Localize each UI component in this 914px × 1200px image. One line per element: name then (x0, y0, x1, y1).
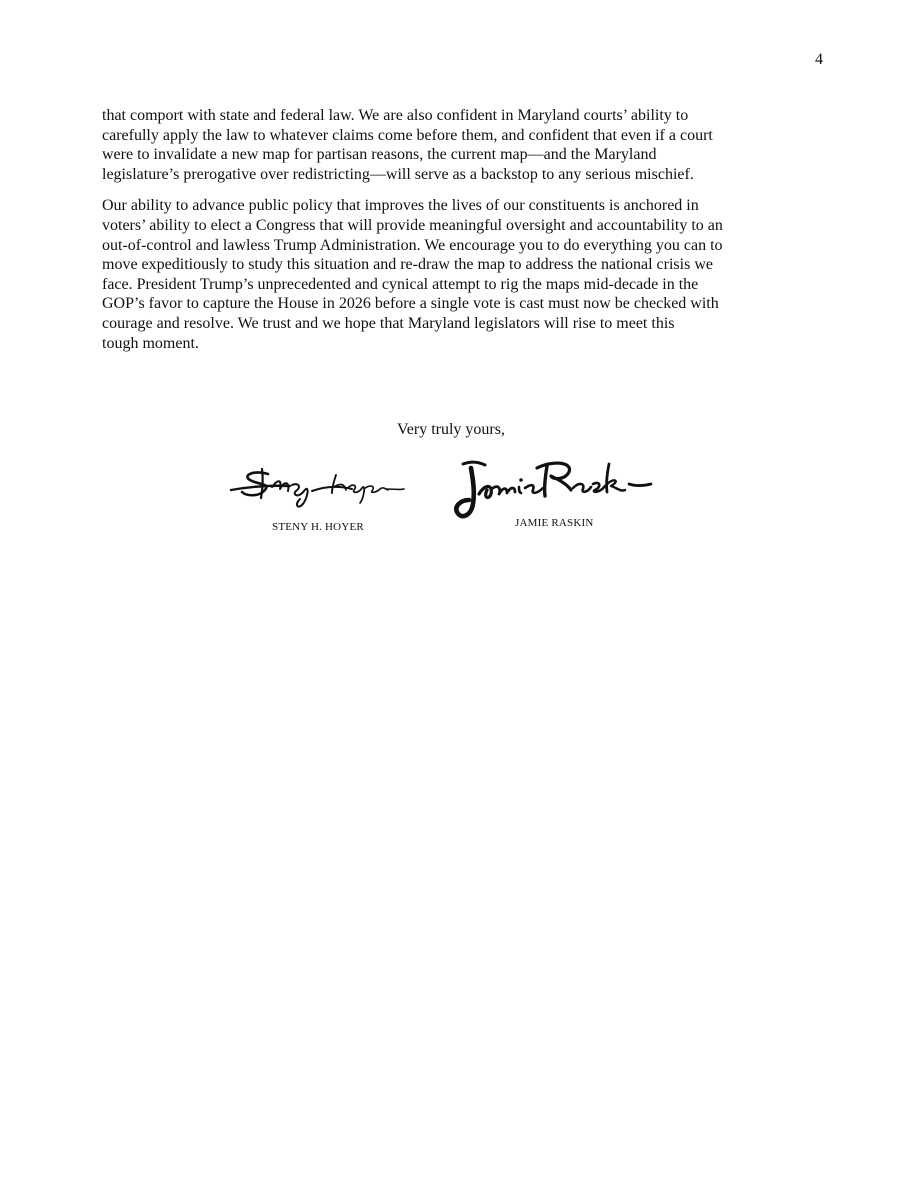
signature-hoyer (228, 461, 406, 511)
paragraph-line: Our ability to advance public policy that improves the lives of our constituents is anchored in (102, 197, 699, 215)
paragraph-1 (102, 106, 814, 184)
paragraph-line: voters’ ability to elect a Congress that will provide meaningful oversight and accountability to an (102, 216, 723, 234)
paragraph-line: move expeditiously to study this situation and re-draw the map to address the national crisis we (102, 256, 713, 274)
page-number: 4 (815, 51, 823, 68)
paragraph-line: face. President Trump’s unprecedented and cynical attempt to rig the maps mid-decade in the (102, 275, 699, 293)
letter-body (102, 106, 814, 353)
paragraph-line: legislature’s prerogative over redistricting—will serve as a backstop to any serious mischief. (102, 165, 694, 183)
paragraph-line: carefully apply the law to whatever claims come before them, and confident that even if a court (102, 126, 713, 144)
paragraph-line: tough moment. (102, 334, 199, 352)
closing-salutation: Very truly yours, (397, 421, 505, 438)
paragraph-2 (102, 196, 814, 353)
signer-name-hoyer: STENY H. HOYER (272, 521, 364, 533)
paragraph-line: GOP’s favor to capture the House in 2026 before a single vote is cast must now be checked with (102, 295, 719, 313)
paragraph-line: out-of-control and lawless Trump Administration. We encourage you to do everything you can to (102, 236, 723, 254)
paragraph-line: that comport with state and federal law. We are also confident in Maryland courts’ ability to (102, 107, 689, 124)
paragraph-line: were to invalidate a new map for partisan reasons, the current map—and the Maryland (102, 146, 657, 164)
signer-name-raskin: JAMIE RASKIN (515, 517, 594, 529)
paragraph-line: courage and resolve. We trust and we hope that Maryland legislators will rise to meet this (102, 314, 675, 332)
signature-raskin (449, 454, 654, 526)
